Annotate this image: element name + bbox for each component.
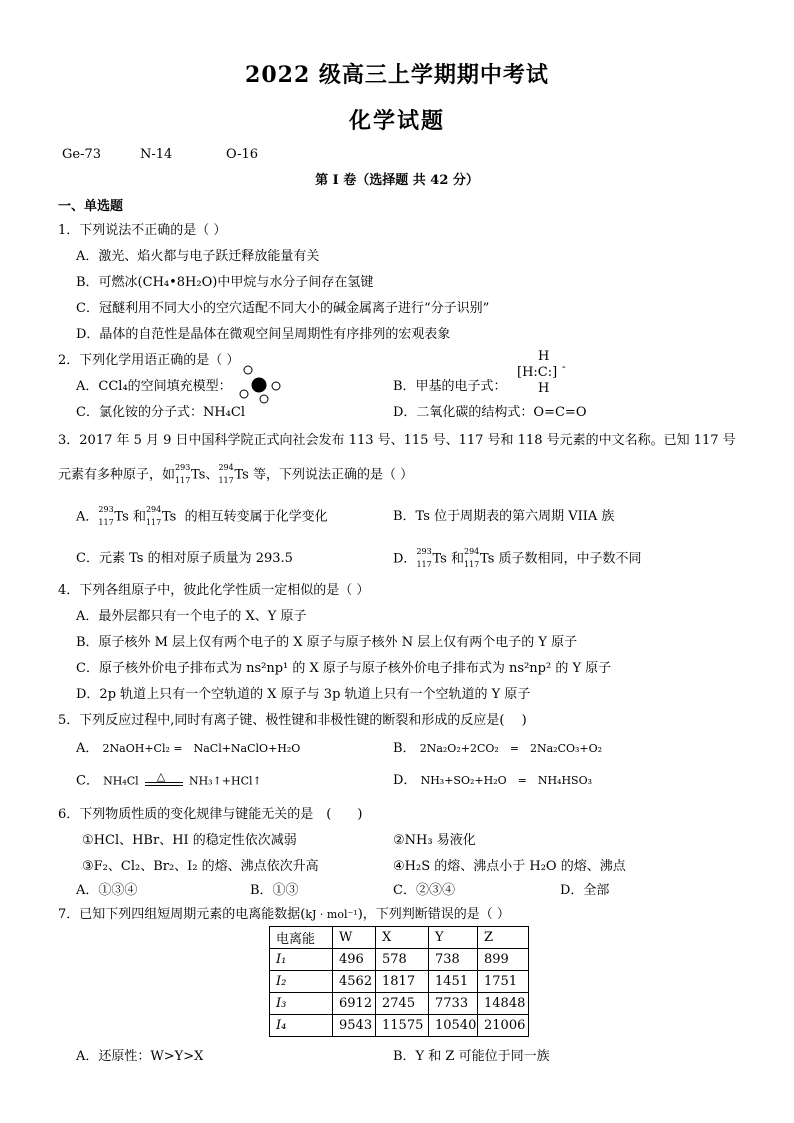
q5-option-d-equation: NH₃+SO₂+H₂O = NH₄HSO₃ [420,774,593,787]
atomic-mass-n: N-14 [140,147,173,162]
table-header-row: 电离能 W X Y Z [270,927,529,949]
methyl-electron-formula: [H:C:] [517,365,558,380]
atomic-mass-o: O-16 [226,147,259,162]
q3-option-a: A． 293 117 Ts 和 294 117 Ts 的相互转变属于化学变化 [76,505,328,527]
q3-stem-post: 等，下列说法正确的是（ ） [252,467,414,483]
q1-option-b: B．可燃冰(CH₄•8H₂O)中甲烷与水分子间存在氢键 [76,275,374,290]
section-title: 第 I 卷（选择题 共 42 分） [315,173,479,188]
q6-option-b: B．①③ [250,883,299,898]
q5-option-d: D． NH₃+SO₂+H₂O = NH₄HSO₃ [393,773,593,788]
heat-condition-arrow-icon: △ [143,772,185,790]
q4-stem: 4．下列各组原子中，彼此化学性质一定相似的是（ ） [58,583,370,598]
q6-option-d: D．全部 [560,883,610,898]
atomic-mass-ge: Ge-73 [62,147,102,162]
q5-option-b-equation: 2Na₂O₂+2CO₂ = 2Na₂CO₃+O₂ [419,742,603,755]
q3-stem-line2: 元素有多种原子，如 293 117 Ts、 294 117 Ts 等，下列说法正确的是（ ） [58,463,414,485]
q6-item-2: ②NH₃ 易液化 [393,833,476,848]
q3-stem-pre: 元素有多种原子，如 [58,467,176,483]
methyl-h-bottom: H [538,381,550,396]
ccl4-space-filling-model-icon [238,364,284,404]
methyl-h-top: H [538,349,550,364]
q5-stem: 5．下列反应过程中,同时有离子键、极性键和非极性键的断裂和形成的反应是( ) [58,713,527,728]
q6-option-a: A．①③④ [76,883,138,898]
table-row: I₄ 9543 11575 10540 21006 [270,1015,529,1037]
q1-option-c: C．冠醚利用不同大小的空穴适配不同大小的碱金属离子进行“分子识别” [76,301,490,316]
q4-option-a: A．最外层都只有一个电子的 X、Y 原子 [76,609,307,624]
q3-option-d: D． 293 117 Ts 和 294 117 Ts 质子数相同，中子数不同 [393,547,642,569]
q7-unit: kJ · mol⁻¹ [305,908,358,921]
table-row: I₃ 6912 2745 7733 14848 [270,993,529,1015]
q2-option-b: B．甲基的电子式： [393,379,507,394]
q6-item-1: ①HCl、HBr、HI 的稳定性依次减弱 [82,833,297,848]
q6-stem: 6．下列物质性质的变化规律与键能无关的是 ( ) [58,807,363,822]
q7-option-a: A．还原性：W>Y>X [76,1049,204,1064]
q5-option-b: B． 2Na₂O₂+2CO₂ = 2Na₂CO₃+O₂ [393,741,603,756]
nuclide-ts294-icon: 294 117 [218,463,234,485]
exam-title: 2022 级高三上学期期中考试 [245,62,549,88]
q3-option-b: B．Ts 位于周期表的第六周期 VIIA 族 [393,509,615,524]
q1-stem: 1．下列说法不正确的是（ ） [58,223,227,238]
exam-subject: 化学试题 [348,108,445,134]
q1-option-d: D．晶体的自范性是晶体在微观空间呈周期性有序排列的宏观表象 [76,327,451,342]
q4-option-c: C．原子核外价电子排布式为 ns²np¹ 的 X 原子与原子核外价电子排布式为 ns²np² 的 Y 原子 [76,661,612,676]
q7-option-b: B．Y 和 Z 可能位于同一族 [393,1049,550,1064]
q7-stem: 7．已知下列四组短周期元素的电离能数据(kJ · mol⁻¹)，下列判断错误的是（ ） [58,907,510,922]
table-row: I₁ 496 578 738 899 [270,949,529,971]
q3-option-c: C．元素 Ts 的相对原子质量为 293.5 [76,551,293,566]
table-row: I₂ 4562 1817 1451 1751 [270,971,529,993]
q5-option-a: A． 2NaOH+Cl₂ = NaCl+NaClO+H₂O [76,741,301,756]
part-title: 一、单选题 [58,199,124,214]
q2-option-d: D．二氧化碳的结构式：O=C=O [393,405,587,420]
ionization-energy-table [269,926,529,1037]
q6-item-3: ③F₂、Cl₂、Br₂、I₂ 的熔、沸点依次升高 [82,859,319,874]
q2-stem: 2．下列化学用语正确的是（ ） [58,353,240,368]
q5-option-c: C． NH₄Cl △ NH₃↑+HCl↑ [76,770,262,789]
q4-option-d: D．2p 轨道上只有一个空轨道的 X 原子与 3p 轨道上只有一个空轨道的 Y 原子 [76,687,531,702]
q5-option-a-equation: 2NaOH+Cl₂ = NaCl+NaClO+H₂O [102,742,301,755]
q6-item-4: ④H₂S 的熔、沸点小于 H₂O 的熔、沸点 [393,859,626,874]
nuclide-ts293-icon: 293 117 [175,463,191,485]
q2-option-c: C．氯化铵的分子式：NH₄Cl [76,405,245,420]
q3-stem-line1: 3．2017 年 5 月 9 日中国科学院正式向社会发布 113 号、115 号、117 号和 118 号元素的中文名称。已知 117 号 [58,433,736,448]
q1-option-a: A．激光、焰火都与电子跃迁释放能量有关 [76,249,320,264]
q2-option-a: A．CCl₄的空间填充模型： [76,379,232,394]
q4-option-b: B．原子核外 M 层上仅有两个电子的 X 原子与原子核外 N 层上仅有两个电子的 Y 原子 [76,635,578,650]
q6-option-c: C．②③④ [393,883,455,898]
methyl-charge: - [562,360,566,373]
